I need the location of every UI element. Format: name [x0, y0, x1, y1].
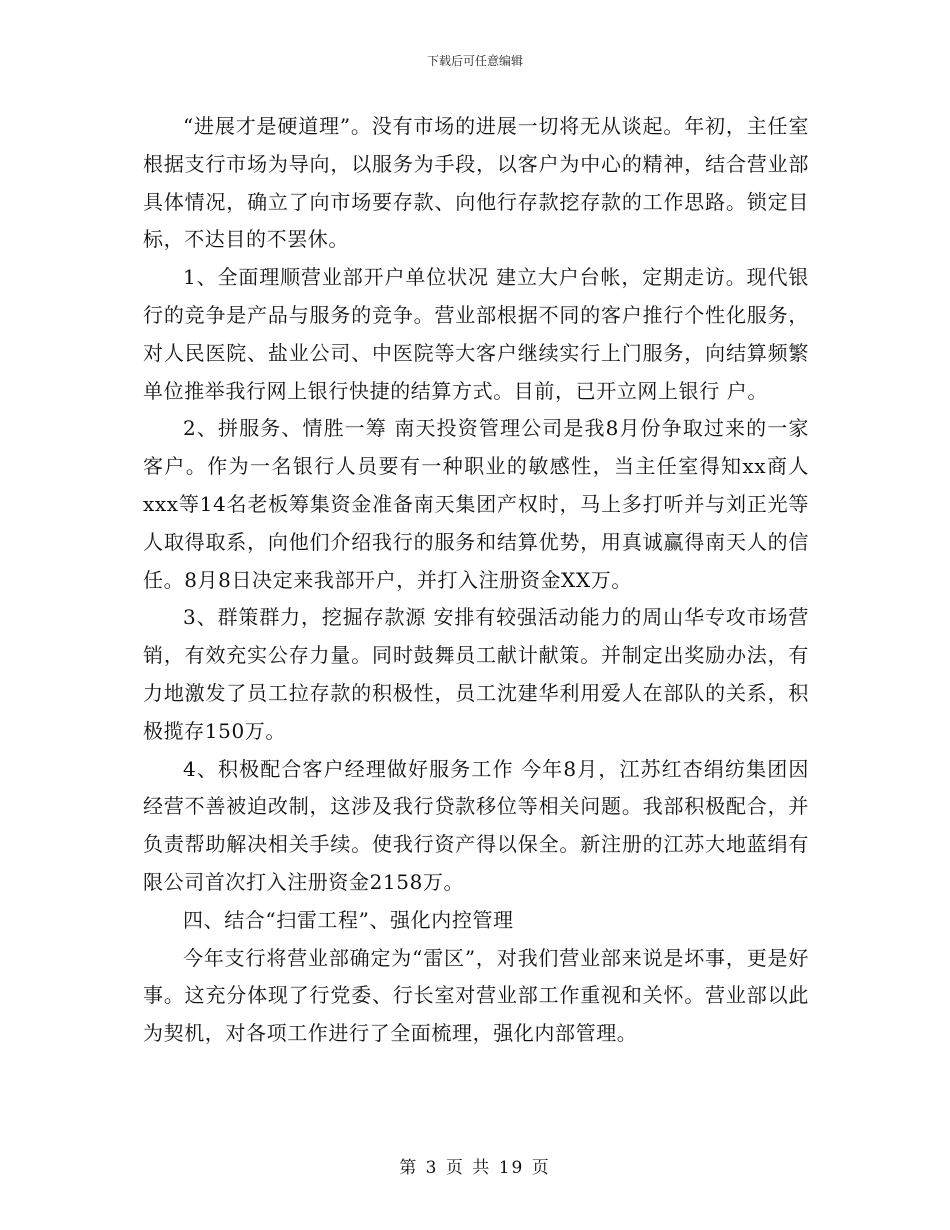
paragraph-item-4: 4、积极配合客户经理做好服务工作 今年8月，江苏红杏绢纺集团因经营不善被迫改制，这涉及我行贷款移位等相关问题。我部积极配合，并负责帮助解决相关手续。使我行资产得以保全。新注册的江苏大地蓝绢有限公司首次打入注册资金2158万。 — [143, 756, 809, 894]
paragraph-item-3: 3、群策群力，挖掘存款源 安排有较强活动能力的周山华专攻市场营销，有效充实公存力量。同时鼓舞员工献计献策。并制定出奖励办法，有力地激发了员工拉存款的积极性，员工沈建华利用爱人在部队的关系，积极揽存150万。 — [143, 605, 809, 743]
document-body — [143, 108, 809, 1053]
page-header: 下载后可任意编辑 — [426, 54, 523, 68]
paragraph-section-4: 今年支行将营业部确定为“雷区”，对我们营业部来说是坏事，更是好事。这充分体现了行党委、行长室对营业部工作重视和关怀。营业部以此为契机，对各项工作进行了全面梳理，强化内部管理。 — [143, 945, 809, 1046]
paragraph-intro: “进展才是硬道理”。没有市场的进展一切将无从谈起。年初，主任室根据支行市场为导向，以服务为手段，以客户为中心的精神，结合营业部具体情况，确立了向市场要存款、向他行存款挖存款的工作思路。锁定目标，不达目的不罢休。 — [143, 114, 809, 252]
paragraph-item-2: 2、拼服务、情胜一筹 南天投资管理公司是我8月份争取过来的一家客户。作为一名银行人员要有一种职业的敏感性，当主任室得知xx商人xxx等14名老板筹集资金准备南天集团产权时，马上多打听并与刘正光等人取得取系，向他们介绍我行的服务和结算优势，用真诚赢得南天人的信任。8月8日决定来我部开户，并打入注册资金XX万。 — [143, 416, 809, 592]
paragraph-item-1: 1、全面理顺营业部开户单位状况 建立大户台帐，定期走访。现代银行的竞争是产品与服务的竞争。营业部根据不同的客户推行个性化服务，对人民医院、盐业公司、中医院等大客户继续实行上门服务，向结算频繁单位推举我行网上银行快捷的结算方式。目前，已开立网上银行 户。 — [143, 265, 809, 403]
page-number: 第 3 页 共 19 页 — [399, 1158, 551, 1178]
section-heading: 四、结合“扫雷工程”、强化内控管理 — [183, 907, 514, 932]
